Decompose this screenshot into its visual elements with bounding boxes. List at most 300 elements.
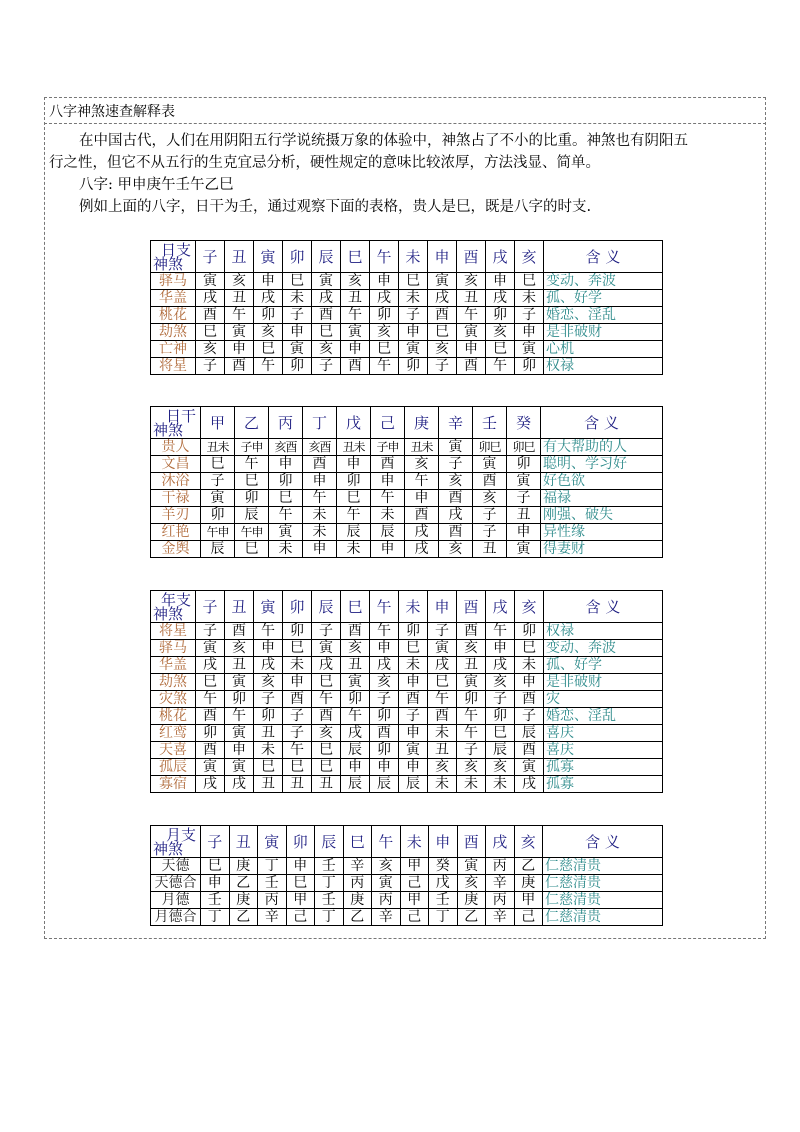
table-cell: 丑未 [405,439,439,456]
table-cell: 子 [312,358,341,375]
table-cell: 戌 [405,524,439,541]
col-header: 亥 [514,826,543,858]
table-cell: 寅 [473,456,507,473]
table-corner: 月支 神煞 [151,826,201,858]
table-row [151,909,663,926]
bazi-line: 八字: 甲申庚午壬午乙巳 [79,177,234,193]
table-cell: 午 [225,708,254,725]
table-cell: 酉 [312,708,341,725]
table-cell: 庚 [514,875,543,892]
table-cell: 巳 [283,273,312,290]
table-header-row [151,241,663,273]
table-cell: 申 [405,490,439,507]
table-cell: 申 [486,640,515,657]
table-cell: 未 [428,776,457,793]
table-cell: 亥酉 [303,439,337,456]
col-header: 辛 [439,407,473,439]
table-cell: 戌 [405,541,439,558]
col-header: 丑 [225,591,254,623]
table-body [151,273,663,375]
meaning-header: 含 义 [544,241,663,273]
table-cell: 辰 [370,776,399,793]
table-cell: 庚 [229,892,258,909]
row-meaning: 仁慈清贵 [543,892,663,909]
table-cell: 卯 [254,708,283,725]
table-corner: 日支 神煞 [151,241,196,273]
table-cell: 辰 [399,776,428,793]
table-cell: 酉 [341,623,370,640]
table-cell: 戌 [225,776,254,793]
table-cell: 巳 [486,725,515,742]
table-cell: 申 [370,759,399,776]
table-cell: 酉 [515,691,544,708]
table-cell: 亥 [486,674,515,691]
row-meaning: 异性缘 [541,524,663,541]
table-header-row [151,407,663,439]
table-body [151,623,663,793]
table-cell: 辛 [486,909,515,926]
row-meaning: 福禄 [541,490,663,507]
table-cell: 卯巳 [507,439,541,456]
table-cell: 午 [254,623,283,640]
table-cell: 辰 [341,742,370,759]
table-cell: 卯 [507,456,541,473]
table-cell: 午 [457,307,486,324]
table-cell: 寅 [225,674,254,691]
table-cell: 亥 [312,725,341,742]
table-cell: 寅 [457,324,486,341]
table-cell: 戌 [486,290,515,307]
table-cell: 子 [428,623,457,640]
row-meaning: 是非破财 [544,324,663,341]
table-cell: 寅 [225,324,254,341]
col-header: 寅 [254,591,283,623]
row-label: 华盖 [151,290,196,307]
row-meaning: 孤寡 [544,776,663,793]
table-cell: 壬 [315,892,344,909]
table-cell: 戌 [428,290,457,307]
table-cell: 戌 [370,657,399,674]
table-cell: 申 [254,273,283,290]
table-cell: 戌 [341,725,370,742]
row-label: 劫煞 [151,674,196,691]
table-cell: 午 [337,507,371,524]
table-cell: 丑 [283,776,312,793]
table-cell: 午 [457,708,486,725]
table-cell: 未 [399,290,428,307]
table-cell: 巳 [399,273,428,290]
table-cell: 巳 [269,490,303,507]
table-cell: 辛 [343,858,372,875]
table-cell: 子 [283,725,312,742]
table-row [151,324,663,341]
table-cell: 申 [225,341,254,358]
table-cell: 酉 [196,307,225,324]
table-cell: 丑 [254,776,283,793]
table-cell: 丙 [343,875,372,892]
table-cell: 丑 [225,290,254,307]
table-cell: 丑 [507,507,541,524]
table-cell: 寅 [399,341,428,358]
table-cell: 卯 [486,708,515,725]
row-label: 劫煞 [151,324,196,341]
table-row [151,858,663,875]
table-cell: 申 [370,640,399,657]
table-cell: 巳 [254,759,283,776]
table-cell: 未 [399,657,428,674]
table-cell: 酉 [473,473,507,490]
table-cell: 子申 [235,439,269,456]
table-cell: 辰 [235,507,269,524]
table-cell: 申 [286,858,315,875]
col-header: 庚 [405,407,439,439]
table-cell: 甲 [400,858,429,875]
table-cell: 寅 [428,640,457,657]
table-cell: 未 [303,524,337,541]
table-cell: 亥 [486,324,515,341]
table-cell: 戌 [312,290,341,307]
table-cell: 丁 [315,875,344,892]
table-cell: 卯 [399,358,428,375]
table-cell: 庚 [229,858,258,875]
table-cell: 亥 [341,273,370,290]
col-header: 巳 [343,826,372,858]
table-cell: 戌 [486,657,515,674]
table-cell: 辰 [201,541,235,558]
col-header: 甲 [201,407,235,439]
row-meaning: 变动、奔波 [544,273,663,290]
table-cell: 寅 [201,490,235,507]
table-cell: 卯 [283,358,312,375]
col-header: 未 [399,241,428,273]
row-label: 寡宿 [151,776,196,793]
table-cell: 辰 [515,725,544,742]
col-header: 巳 [341,241,370,273]
table-cell: 未 [457,776,486,793]
table-row [151,691,663,708]
table-cell: 乙 [457,909,486,926]
table-cell: 巳 [312,742,341,759]
table-cell: 寅 [341,674,370,691]
table-cell: 寅 [515,341,544,358]
table-cell: 辛 [486,875,515,892]
table-cell: 卯 [370,742,399,759]
table-cell: 未 [337,541,371,558]
table-cell: 巳 [286,875,315,892]
table-cell: 申 [399,725,428,742]
table-cell: 子 [428,358,457,375]
row-meaning: 权禄 [544,358,663,375]
row-meaning: 灾 [544,691,663,708]
row-label: 亡神 [151,341,196,358]
table-row [151,273,663,290]
table-cell: 巳 [283,759,312,776]
table-row [151,623,663,640]
row-label: 将星 [151,358,196,375]
table-header-row [151,591,663,623]
table-cell: 亥 [405,456,439,473]
meaning-header: 含 义 [544,591,663,623]
table-cell: 戌 [196,290,225,307]
row-meaning: 好色欲 [541,473,663,490]
table-cell: 巳 [235,541,269,558]
col-header: 壬 [473,407,507,439]
table-cell: 辰 [337,524,371,541]
col-header: 子 [201,826,230,858]
col-header: 卯 [286,826,315,858]
table-cell: 甲 [286,892,315,909]
col-header: 丁 [303,407,337,439]
row-meaning: 喜庆 [544,742,663,759]
table-cell: 巳 [201,858,230,875]
table-cell: 酉 [303,456,337,473]
col-header: 未 [399,591,428,623]
row-meaning: 仁慈清贵 [543,875,663,892]
table-cell: 酉 [405,507,439,524]
table-cell: 寅 [196,759,225,776]
example-line: 例如上面的八字，日干为壬，通过观察下面的表格，贵人是巳，既是八字的时支. [79,199,592,215]
table-cell: 巳 [515,640,544,657]
table-cell: 酉 [341,358,370,375]
table-cell: 子申 [371,439,405,456]
col-header: 辰 [315,826,344,858]
table-cell: 申 [515,674,544,691]
col-header: 午 [372,826,401,858]
table-cell: 戌 [515,776,544,793]
table-row [151,524,663,541]
table-cell: 午 [196,691,225,708]
row-meaning: 心机 [544,341,663,358]
intro-line-2: 行之性，但它不从五行的生克宜忌分析，硬性规定的意味比较浓厚，方法浅显、简单。 [49,155,600,171]
table-row [151,473,663,490]
table-cell: 丙 [486,892,515,909]
row-meaning: 得妻财 [541,541,663,558]
table-cell: 未 [515,657,544,674]
table-cell: 巳 [486,341,515,358]
meaning-header: 含 义 [543,826,663,858]
table-cell: 寅 [515,759,544,776]
table-cell: 午 [235,456,269,473]
page-title: 八字神煞速查解释表 [49,104,175,120]
col-header: 酉 [457,241,486,273]
row-label: 天喜 [151,742,196,759]
table-cell: 戌 [439,507,473,524]
table-row [151,725,663,742]
table-cell: 壬 [258,875,287,892]
table-cell: 酉 [457,623,486,640]
table-row [151,640,663,657]
row-label: 红艳 [151,524,201,541]
table-cell: 寅 [428,273,457,290]
row-meaning: 孤寡 [544,759,663,776]
col-header: 寅 [258,826,287,858]
table-cell: 酉 [196,708,225,725]
table-cell: 酉 [312,307,341,324]
table-cell: 卯巳 [473,439,507,456]
table-cell: 酉 [225,358,254,375]
col-header: 亥 [515,241,544,273]
table-row [151,776,663,793]
table-cell: 申 [254,640,283,657]
table-cell: 申 [225,742,254,759]
table-year-branch [150,590,663,793]
table-row [151,358,663,375]
table-cell: 庚 [343,892,372,909]
table-cell: 申 [337,456,371,473]
table-cell: 申 [341,341,370,358]
table-cell: 申 [283,324,312,341]
table-cell: 午 [370,358,399,375]
table-cell: 酉 [439,490,473,507]
table-cell: 寅 [507,473,541,490]
table-cell: 子 [196,623,225,640]
table-cell: 巳 [283,640,312,657]
table-cell: 午 [341,307,370,324]
table-cell: 寅 [196,273,225,290]
table-cell: 亥 [439,541,473,558]
row-label: 金舆 [151,541,201,558]
table-cell: 卯 [201,507,235,524]
table-cell: 乙 [229,875,258,892]
table-cell: 未 [515,290,544,307]
table-cell: 午 [283,742,312,759]
table-cell: 午 [370,623,399,640]
table-cell: 亥 [225,640,254,657]
row-meaning: 喜庆 [544,725,663,742]
table-cell: 戊 [429,875,458,892]
col-header: 丙 [269,407,303,439]
table-cell: 卯 [269,473,303,490]
table-cell: 寅 [269,524,303,541]
table-cell: 丁 [258,858,287,875]
table-cell: 丑未 [201,439,235,456]
table-cell: 子 [473,507,507,524]
table-row [151,456,663,473]
table-cell: 卯 [457,691,486,708]
table-cell: 寅 [457,674,486,691]
table-cell: 酉 [283,691,312,708]
table-cell: 午 [341,708,370,725]
table-cell: 巳 [337,490,371,507]
table-cell: 未 [283,290,312,307]
table-cell: 午 [486,623,515,640]
table-cell: 戌 [196,776,225,793]
col-header: 癸 [507,407,541,439]
table-cell: 寅 [312,273,341,290]
table-cell: 午 [303,490,337,507]
table-cell: 壬 [429,892,458,909]
col-header: 未 [400,826,429,858]
table-cell: 未 [254,742,283,759]
table-cell: 酉 [399,691,428,708]
table-header-row [151,826,663,858]
table-cell: 午 [371,490,405,507]
table-cell: 亥 [312,341,341,358]
row-label: 孤辰 [151,759,196,776]
table-cell: 子 [312,623,341,640]
table-cell: 巳 [428,674,457,691]
table-cell: 亥 [439,473,473,490]
table-cell: 亥 [428,341,457,358]
row-label: 干禄 [151,490,201,507]
table-cell: 巳 [399,640,428,657]
col-header: 午 [370,591,399,623]
table-cell: 寅 [225,725,254,742]
table-cell: 寅 [196,640,225,657]
table-corner: 日干 神煞 [151,407,201,439]
table-row [151,341,663,358]
row-label: 红鸾 [151,725,196,742]
table-row [151,892,663,909]
table-row [151,507,663,524]
table-cell: 辰 [341,776,370,793]
table-cell: 巳 [254,341,283,358]
table-cell: 乙 [229,909,258,926]
table-cell: 巳 [312,674,341,691]
col-header: 卯 [283,591,312,623]
table-cell: 辛 [258,909,287,926]
row-meaning: 仁慈清贵 [543,909,663,926]
table-cell: 未 [486,776,515,793]
table-cell: 巳 [428,324,457,341]
table-cell: 卯 [341,691,370,708]
col-header: 戌 [486,241,515,273]
table-cell: 亥 [370,674,399,691]
table-corner: 年支 神煞 [151,591,196,623]
table-cell: 巳 [312,324,341,341]
table-row [151,490,663,507]
intro-paragraph [49,130,761,174]
row-label: 月德 [151,892,201,909]
table-row [151,875,663,892]
table-body [151,439,663,558]
table-cell: 亥 [254,324,283,341]
col-header: 乙 [235,407,269,439]
table-cell: 巳 [196,324,225,341]
table-cell: 丁 [201,909,230,926]
table-row [151,657,663,674]
table-cell: 卯 [515,623,544,640]
table-cell: 戌 [196,657,225,674]
intro-line-1: 在中国古代，人们在用阴阳五行学说统摄万象的体验中，神煞占了不小的比重。神煞也有阴阳五 [79,133,688,149]
col-header: 丑 [229,826,258,858]
table-cell: 亥 [428,759,457,776]
row-label: 驿马 [151,640,196,657]
table-cell: 申 [303,473,337,490]
table-cell: 巳 [370,341,399,358]
table-cell: 子 [473,524,507,541]
table-cell: 寅 [457,858,486,875]
table-cell: 子 [507,490,541,507]
table-cell: 午 [457,725,486,742]
table-cell: 申 [399,674,428,691]
table-cell: 酉 [457,358,486,375]
table-cell: 亥 [486,759,515,776]
table-cell: 未 [428,725,457,742]
table-cell: 丑 [428,742,457,759]
col-header: 申 [428,591,457,623]
table-cell: 午 [312,691,341,708]
table-cell: 申 [341,759,370,776]
table-cell: 子 [196,358,225,375]
table-cell: 巳 [235,473,269,490]
table-cell: 申 [486,273,515,290]
table-cell: 酉 [225,623,254,640]
table-cell: 壬 [201,892,230,909]
table-cell: 卯 [254,307,283,324]
table-cell: 己 [400,875,429,892]
table-cell: 卯 [337,473,371,490]
